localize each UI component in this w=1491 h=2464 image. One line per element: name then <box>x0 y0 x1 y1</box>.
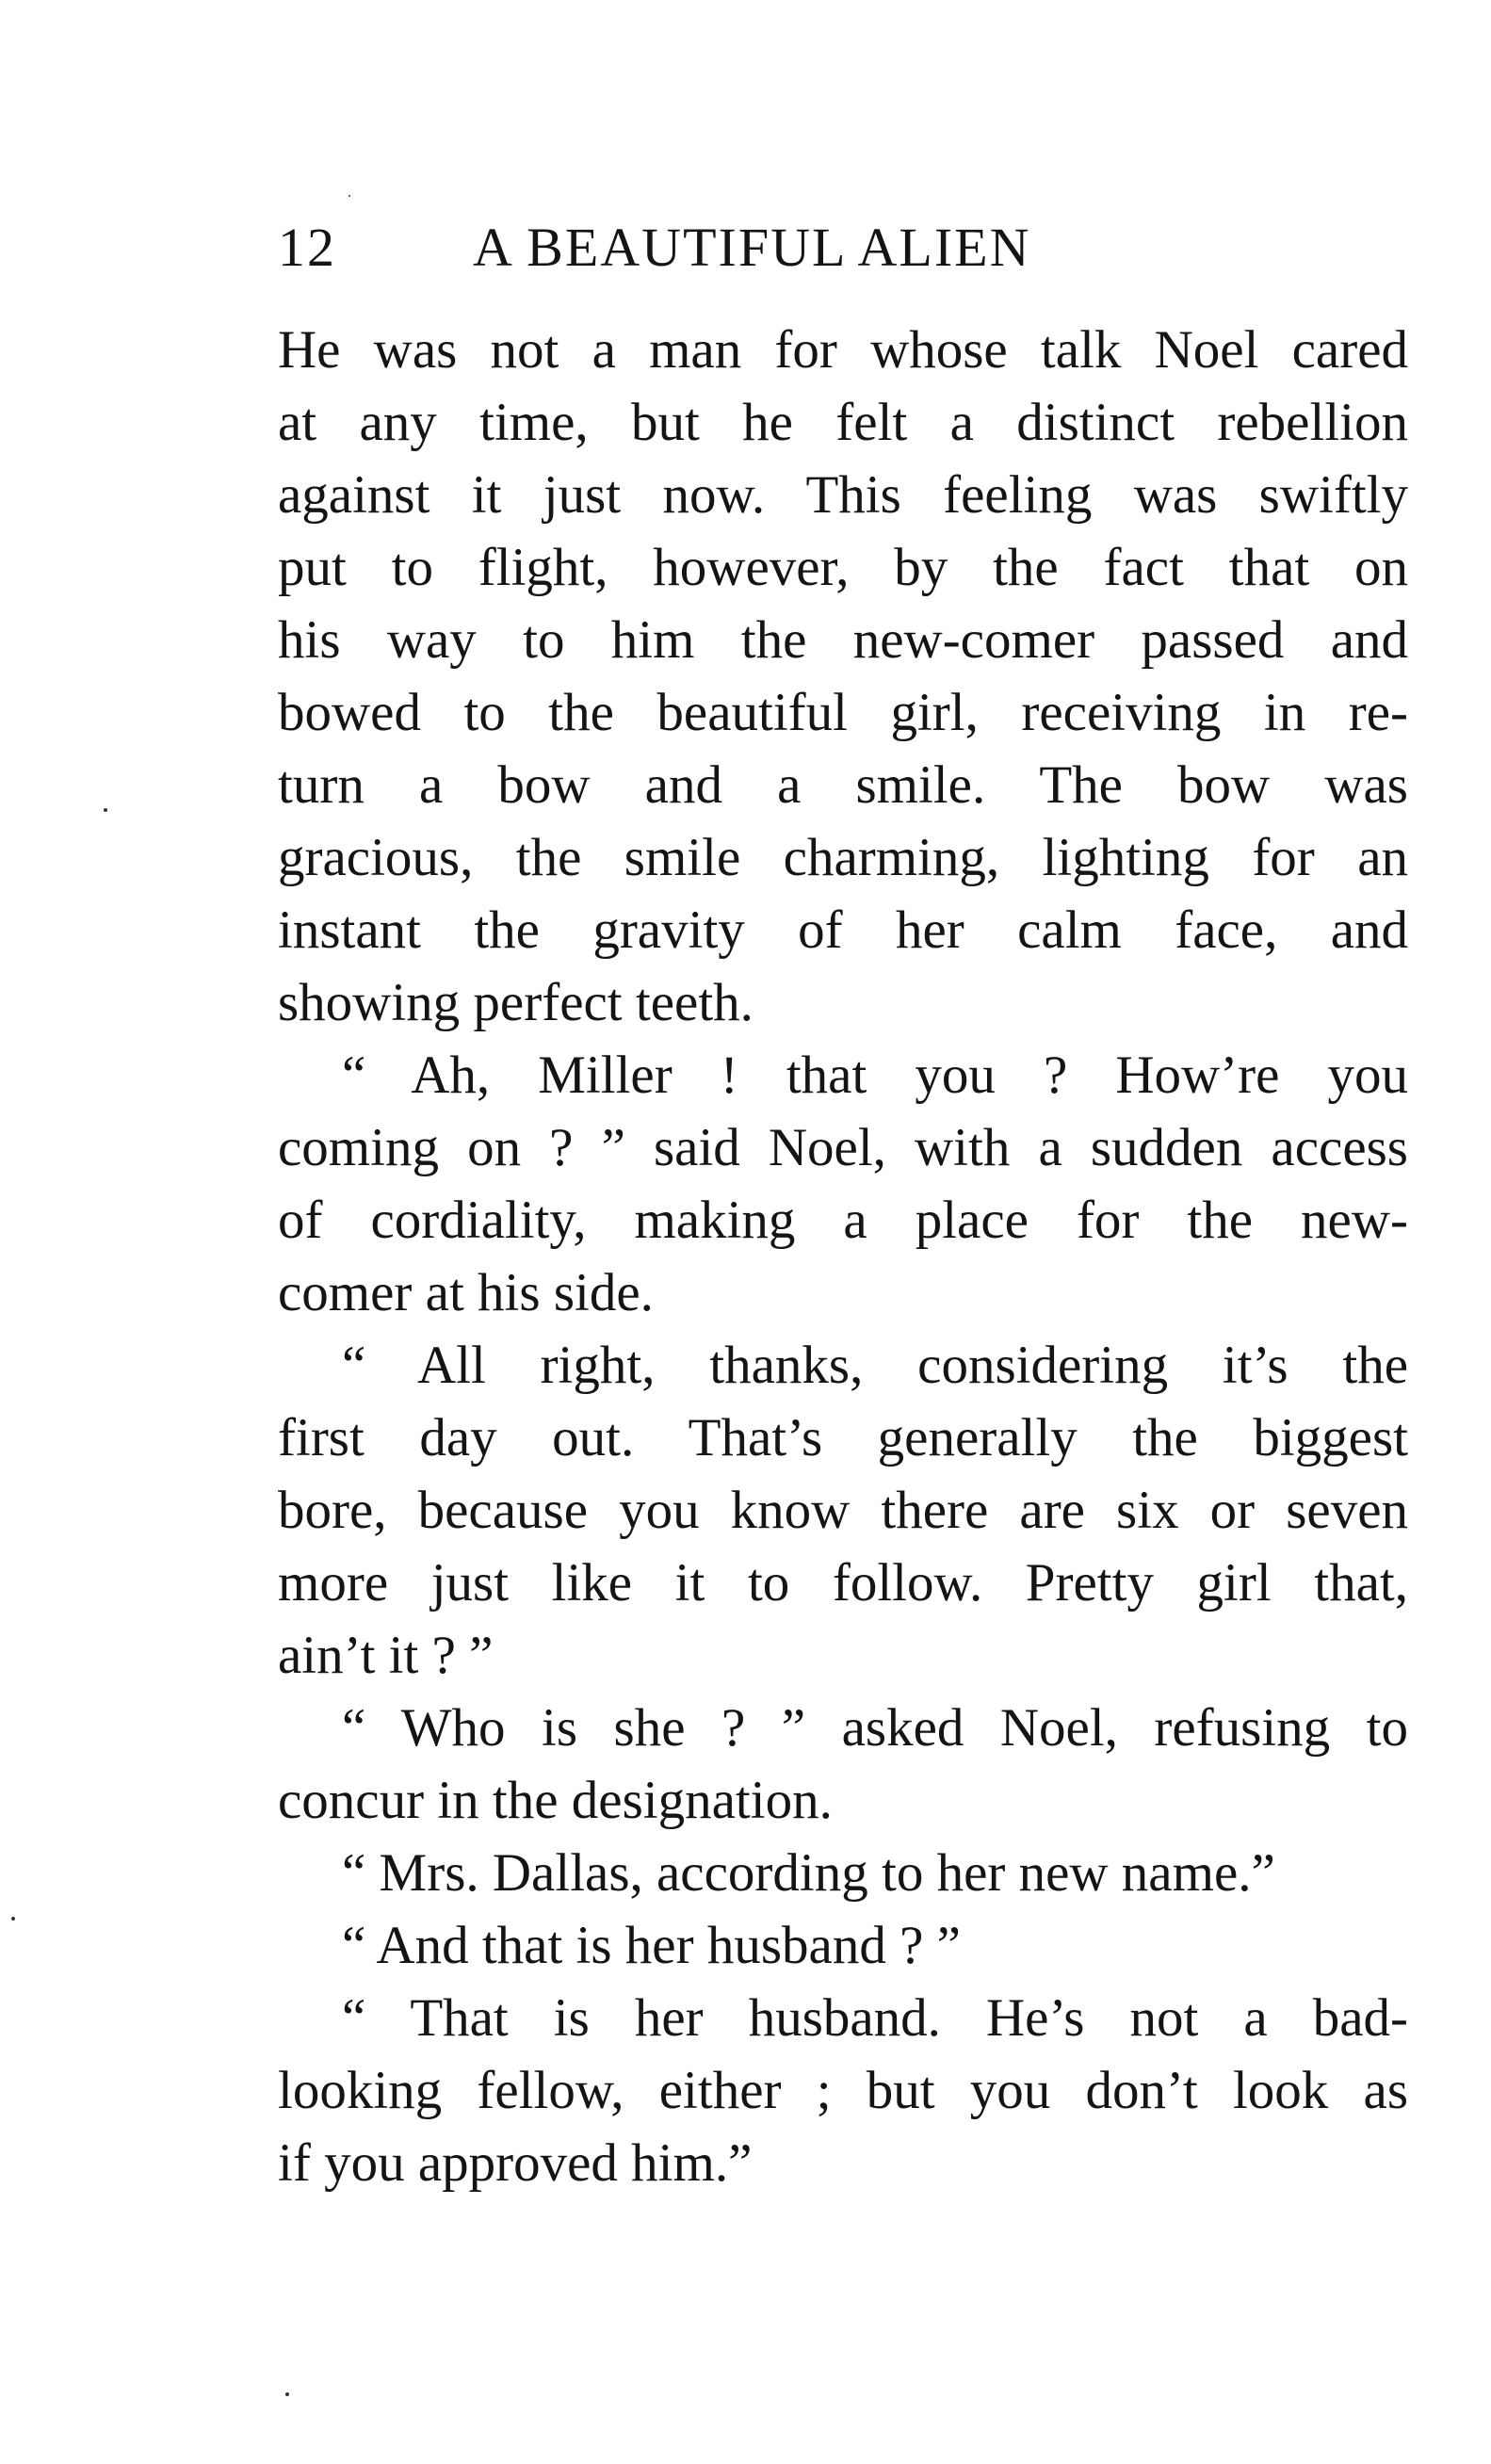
page-number: 12 <box>278 217 336 278</box>
text-line: coming on ? ” said Noel, with a sudden access <box>278 1118 1408 1177</box>
text-line: “ Mrs. Dallas, according to her new name.” <box>342 1843 1275 1903</box>
text-line: looking fellow, either ; but you don’t look as <box>278 2061 1408 2120</box>
text-line: bowed to the beautiful girl, receiving in re- <box>278 683 1408 742</box>
text-line: at any time, but he felt a distinct rebellion <box>278 393 1408 452</box>
text-line: of cordiality, making a place for the new- <box>278 1191 1408 1250</box>
text-line: first day out. That’s generally the biggest <box>278 1408 1408 1467</box>
text-line: if you approved him.” <box>278 2133 753 2193</box>
text-line: against it just now. This feeling was swiftly <box>278 465 1408 525</box>
text-line: “ All right, thanks, considering it’s the <box>342 1336 1408 1395</box>
text-line: bore, because you know there are six or seven <box>278 1481 1408 1540</box>
text-line: “ That is her husband. He’s not a bad- <box>342 1988 1408 2048</box>
text-line: “ And that is her husband ? ” <box>342 1916 961 1975</box>
text-line: gracious, the smile charming, lighting for an <box>278 828 1408 887</box>
text-line: more just like it to follow. Pretty girl that, <box>278 1553 1408 1613</box>
text-line: ain’t it ? ” <box>278 1626 494 1685</box>
running-title: A BEAUTIFUL ALIEN <box>473 217 1031 278</box>
text-line: showing perfect teeth. <box>278 973 754 1032</box>
paper-speck <box>348 195 350 197</box>
body-text <box>278 314 1408 2199</box>
text-line: “ Ah, Miller ! that you ? How’re you <box>342 1046 1408 1105</box>
text-line: his way to him the new-comer passed and <box>278 610 1408 670</box>
text-line: instant the gravity of her calm face, and <box>278 900 1408 960</box>
text-line: concur in the designation. <box>278 1771 833 1830</box>
paper-speck <box>285 2392 289 2396</box>
text-line: comer at his side. <box>278 1263 654 1322</box>
text-line: “ Who is she ? ” asked Noel, refusing to <box>342 1698 1408 1758</box>
paper-speck <box>11 1917 15 1921</box>
text-line: He was not a man for whose talk Noel cared <box>278 320 1408 380</box>
paper-speck <box>104 808 107 812</box>
text-line: turn a bow and a smile. The bow was <box>278 755 1408 815</box>
running-head <box>278 205 1257 290</box>
text-line: put to flight, however, by the fact that on <box>278 538 1408 597</box>
